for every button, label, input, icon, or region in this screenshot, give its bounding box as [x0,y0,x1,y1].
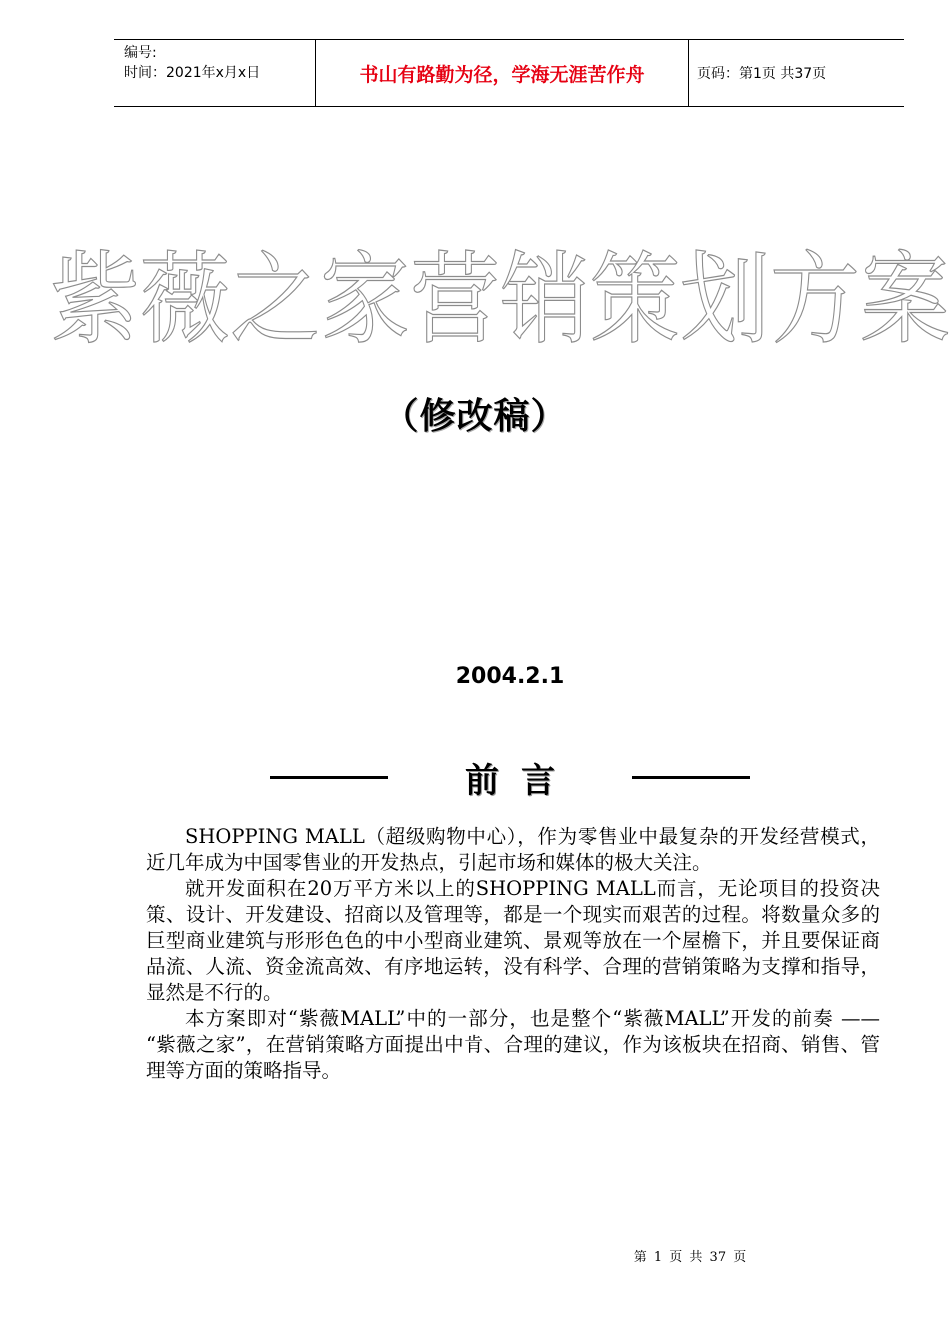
header-page-info: 页码：第1页 共37页 [697,66,827,82]
heading-rule-right [632,776,750,779]
page-footer: 第 1 页 共 37 页 [633,1250,747,1265]
page-header [114,39,904,107]
serial-label: 编号: [124,45,157,61]
document-date: 2004.2.1 [455,664,565,689]
header-motto: 书山有路勤为径，学海无涯苦作舟 [315,40,689,106]
preface-paragraph: 本方案即对“紫薇MALL”中的一部分，也是整个“紫薇MALL”开发的前奏 —— “紫薇之家”，在营销策略方面提出中肯、合理的建议，作为该板块在招商、销售、管理等方面的策略指导。 [146,1007,880,1082]
preface-body [146,824,880,1084]
preface-paragraph: 就开发面积在20万平方米以上的SHOPPING MALL而言，无论项目的投资决策、设计、开发建设、招商以及管理等，都是一个现实而艰苦的过程。将数量众多的巨型商业建筑与形形色色的中小型商业建筑、景观等放在一个屋檐下，并且要保证商品流、人流、资金流高效、有序地运转，没有科学、合理的营销策略为支撑和指导，显然是不行的。 [146,877,880,1004]
subtitle: （修改稿） [382,396,568,437]
preface-title: 前言 [465,760,577,801]
main-title [0,222,950,362]
preface-heading [270,754,750,800]
preface-paragraph: SHOPPING MALL（超级购物中心），作为零售业中最复杂的开发经营模式，近几年成为中国零售业的开发热点，引起市场和媒体的极大关注。 [146,825,880,874]
main-title-text: 紫薇之家营销策划方案 [50,241,950,358]
heading-rule-left [270,776,388,779]
header-meta [114,40,315,106]
time-label: 时间：2021年x月x日 [124,65,261,81]
main-title-outline [0,222,950,362]
